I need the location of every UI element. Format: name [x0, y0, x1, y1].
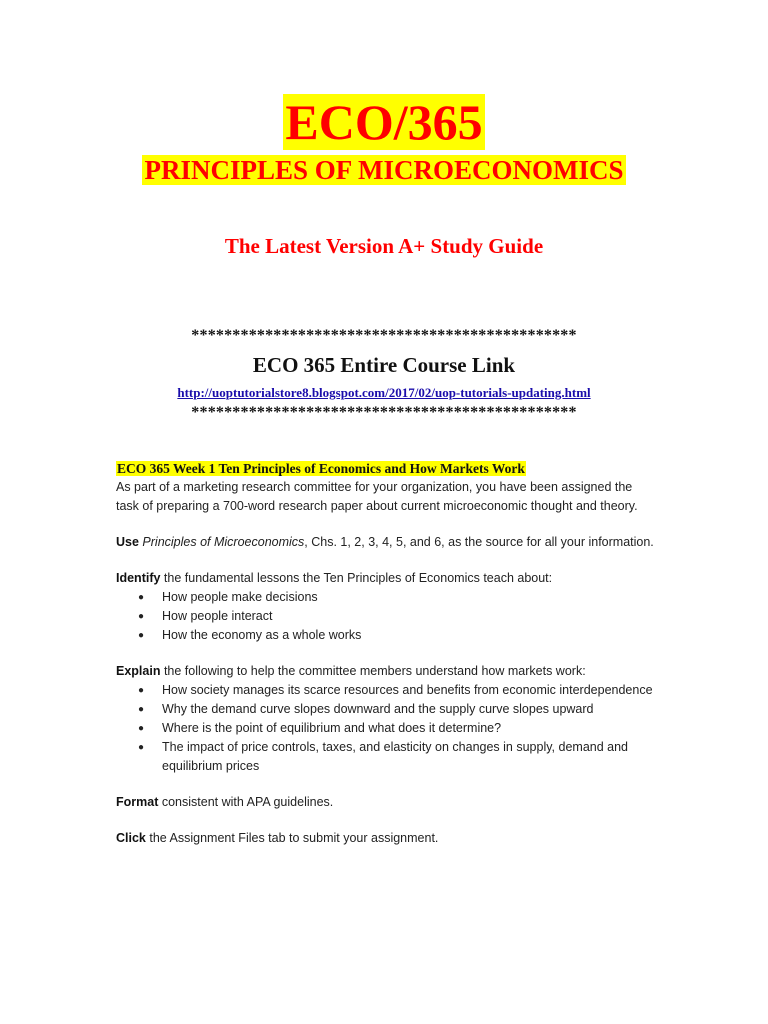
study-guide-tagline: The Latest Version A+ Study Guide — [224, 234, 544, 258]
bullet-icon: ● — [138, 742, 145, 753]
stars-divider-top: *********************************************** — [191, 327, 577, 344]
bullet-icon: ● — [138, 630, 145, 641]
list-item-text: Why the demand curve slopes downward and the supply curve slopes upward — [162, 702, 594, 716]
identify-paragraph — [116, 569, 656, 588]
assignment-intro: As part of a marketing research committee for your organization, you have been assigned the task of preparing a 700-word research paper about current microeconomic thought and theory. — [116, 480, 638, 513]
explain-paragraph — [116, 662, 656, 681]
format-label: Format — [116, 795, 159, 809]
list-item — [116, 681, 656, 700]
course-code-text: ECO/365 — [285, 94, 483, 150]
list-item-text: How people make decisions — [162, 590, 318, 604]
list-item — [116, 700, 656, 719]
bullet-icon: ● — [138, 723, 145, 734]
assignment-content — [116, 459, 656, 865]
explain-rest: the following to help the committee members understand how markets work: — [160, 664, 586, 678]
list-item — [116, 588, 656, 607]
list-item — [116, 607, 656, 626]
identify-label: Identify — [116, 571, 161, 585]
click-rest: the Assignment Files tab to submit your assignment. — [145, 831, 439, 845]
click-paragraph — [116, 829, 656, 848]
list-item — [116, 626, 656, 645]
format-paragraph — [116, 793, 656, 812]
identify-list — [116, 588, 656, 645]
list-item-text: Where is the point of equilibrium and what does it determine? — [162, 721, 502, 735]
list-item-text: How society manages its scarce resources and benefits from economic interdependence — [162, 683, 653, 697]
explain-label: Explain — [116, 664, 161, 678]
list-item — [116, 738, 656, 776]
book-title: Principles of Microeconomics — [142, 535, 305, 549]
stars-divider-bottom: *********************************************** — [191, 404, 577, 421]
bullet-icon: ● — [138, 685, 145, 696]
list-item-text: How people interact — [162, 609, 273, 623]
format-rest: consistent with APA guidelines. — [158, 795, 334, 809]
course-name-text: PRINCIPLES OF MICROECONOMICS — [144, 155, 624, 185]
course-name-title — [0, 154, 768, 186]
course-code-title — [0, 94, 768, 150]
click-label: Click — [116, 831, 146, 845]
list-item-text: The impact of price controls, taxes, and elasticity on changes in supply, demand and equilibrium prices — [162, 740, 628, 773]
identify-rest: the fundamental lessons the Ten Principles of Economics teach about: — [160, 571, 553, 585]
course-link-heading: ECO 365 Entire Course Link — [252, 353, 516, 377]
bullet-icon: ● — [138, 704, 145, 715]
course-url-line — [0, 384, 768, 402]
assignment-heading-text: ECO 365 Week 1 Ten Principles of Economics and How Markets Work — [117, 461, 525, 476]
assignment-heading — [116, 459, 656, 478]
list-item — [116, 719, 656, 738]
use-paragraph — [116, 533, 656, 552]
bullet-icon: ● — [138, 611, 145, 622]
use-rest: , Chs. 1, 2, 3, 4, 5, and 6, as the source for all your information. — [304, 535, 654, 549]
bullet-icon: ● — [138, 592, 145, 603]
explain-list — [116, 681, 656, 776]
list-item-text: How the economy as a whole works — [162, 628, 362, 642]
course-url-link[interactable]: http://uoptutorialstore8.blogspot.com/2017/02/uop-tutorials-updating.html — [177, 385, 591, 400]
use-label: Use — [116, 535, 139, 549]
